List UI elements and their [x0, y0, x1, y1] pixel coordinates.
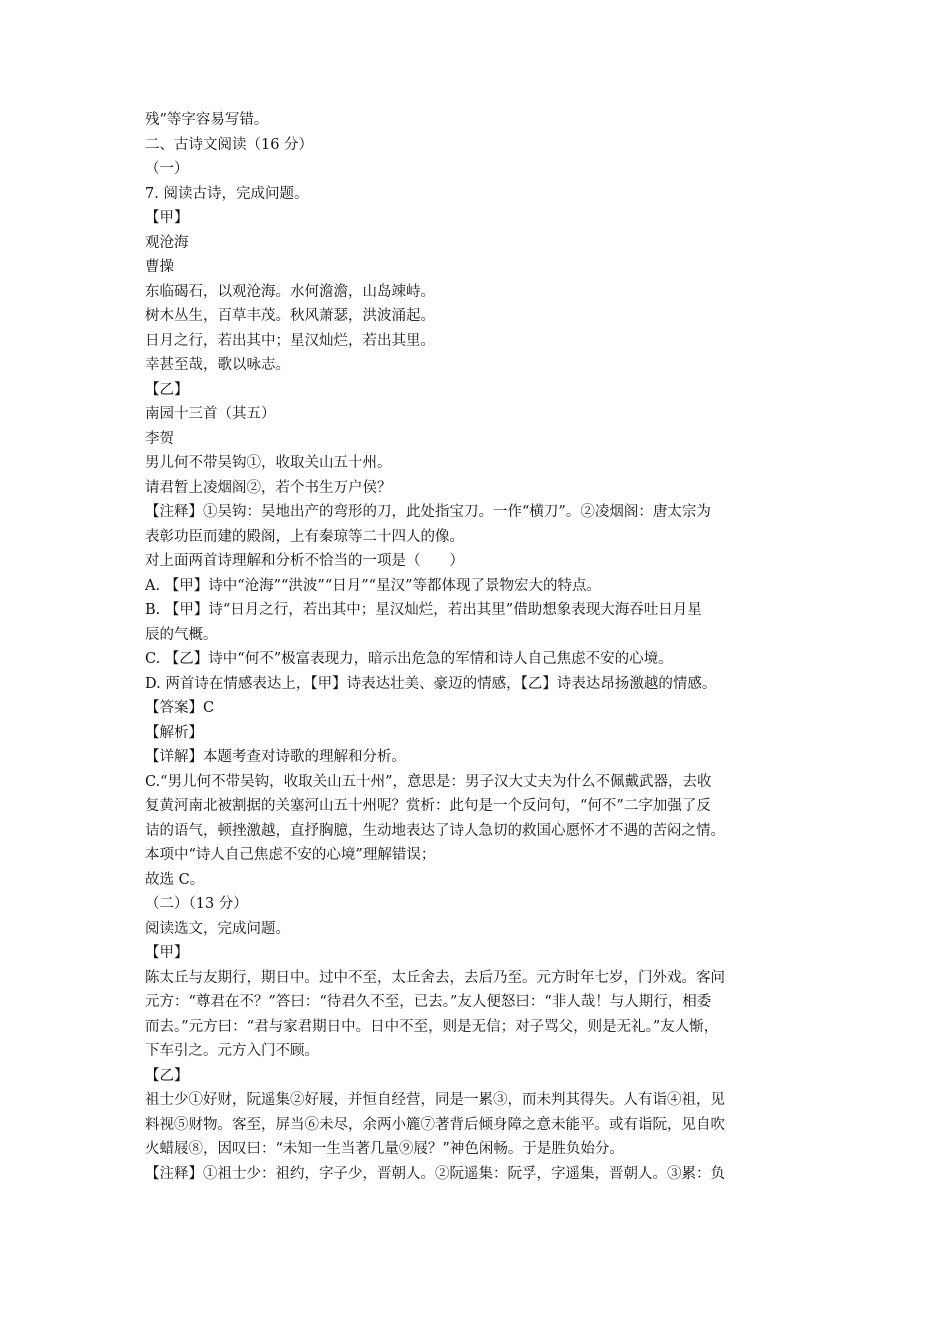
text-line: （一）: [145, 161, 189, 177]
text-line: 李贺: [145, 430, 174, 447]
text-line: 故选 C。: [145, 871, 205, 888]
document-page: [145, 108, 813, 1186]
text-line: 诘的语气，顿挫激越，直抒胸臆，生动地表达了诗人急切的救国心愿怀才不遇的苦闷之情。: [145, 822, 725, 839]
text-line: 下车引之。元方入门不顾。: [145, 1043, 319, 1059]
text-line: 【答案】C: [145, 700, 215, 716]
text-line: 本项中“诗人自己焦虑不安的心境”理解错误；: [145, 847, 436, 863]
text-line: 对上面两首诗理解和分析不恰当的一项是（ ）: [145, 553, 464, 569]
text-line: 【甲】: [145, 945, 189, 961]
text-line: 残”等字容易写错。: [145, 112, 269, 128]
text-line: 而去。”元方曰：“君与家君期日中。日中不至，则是无信；对子骂父，则是无礼。”友人惭，: [145, 1018, 719, 1035]
text-line: 7. 阅读古诗，完成问题。: [145, 185, 309, 202]
text-line: 请君暂上凌烟阁②，若个书生万户侯？: [145, 479, 392, 496]
text-line: 料视⑤财物。客至，屏当⑥未尽，余两小簏⑦著背后倾身障之意未能平。或有诣阮，见自吹: [145, 1116, 725, 1133]
text-line: 元方：“尊君在不？”答曰：“待君久不至，已去。”友人便怒曰：“非人哉！与人期行，相委: [145, 994, 712, 1010]
text-line: 陈太丘与友期行，期日中。过中不至，太丘舍去，去后乃至。元方时年七岁，门外戏。客问: [145, 969, 725, 986]
text-line: 曹操: [145, 259, 174, 275]
text-line: 日月之行，若出其中；星汉灿烂，若出其里。: [145, 332, 435, 349]
text-line: 火蜡屐⑧，因叹曰：“未知一生当著几量⑨屐？”神色闲畅。于是胜负始分。: [145, 1141, 624, 1157]
text-line: 男儿何不带吴钩①，收取关山五十州。: [145, 455, 392, 471]
text-line: A. 【甲】诗中“沧海”“洪波”“日月”“星汉”等都体现了景物宏大的特点。: [145, 577, 601, 594]
text-line: 二、古诗文阅读（16 分）: [145, 136, 314, 153]
text-line: 阅读选文，完成问题。: [145, 920, 290, 937]
text-line: 祖士少①好财，阮遥集②好屐，并恒自经营，同是一累③，而未判其得失。人有诣④祖，见: [145, 1092, 725, 1108]
text-line: 【乙】: [145, 1067, 189, 1084]
text-line: 南园十三首（其五）: [145, 406, 276, 422]
text-line: 辰的气概。: [145, 626, 218, 643]
text-line: 【注释】①祖士少：祖约，字子少，晋朝人。②阮遥集：阮孚，字遥集，晋朝人。③累：负: [145, 1165, 725, 1182]
text-line: （二）（13 分）: [145, 896, 248, 912]
text-line: 【解析】: [145, 724, 203, 741]
text-line: 树木丛生，百草丰茂。秋风萧瑟，洪波涌起。: [145, 308, 435, 324]
text-line: 【乙】: [145, 381, 189, 398]
text-line: D. 两首诗在情感表达上，【甲】诗表达壮美、豪迈的情感，【乙】诗表达昂扬激越的情感。: [145, 675, 717, 692]
text-line: C.“男儿何不带吴钩，收取关山五十州”，意思是：男子汉大丈夫为什么不佩戴武器，去收: [145, 773, 712, 790]
text-line: 观沧海: [145, 234, 189, 251]
text-line: 表彰功臣而建的殿阁，上有秦琼等二十四人的像。: [145, 528, 464, 545]
text-line: 【甲】: [145, 210, 189, 226]
text-line: 【注释】①吴钩：吴地出产的弯形的刀，此处指宝刀。一作“横刀”。②凌烟阁：唐太宗为: [145, 504, 711, 520]
text-line: C. 【乙】诗中“何不”极富表现力，暗示出危急的军情和诗人自己焦虑不安的心境。: [145, 651, 673, 667]
text-line: 复黄河南北被割据的关塞河山五十州呢？赏析：此句是一个反问句，“何不”二字加强了反: [145, 798, 711, 814]
text-line: 【详解】本题考查对诗歌的理解和分析。: [145, 749, 406, 765]
text-line: 东临碣石，以观沧海。水何澹澹，山岛竦峙。: [145, 283, 435, 300]
text-line: B. 【甲】诗“日月之行，若出其中；星汉灿烂，若出其里”借助想象表现大海吞吐日月星: [145, 602, 702, 618]
text-line: 幸甚至哉，歌以咏志。: [145, 357, 290, 373]
